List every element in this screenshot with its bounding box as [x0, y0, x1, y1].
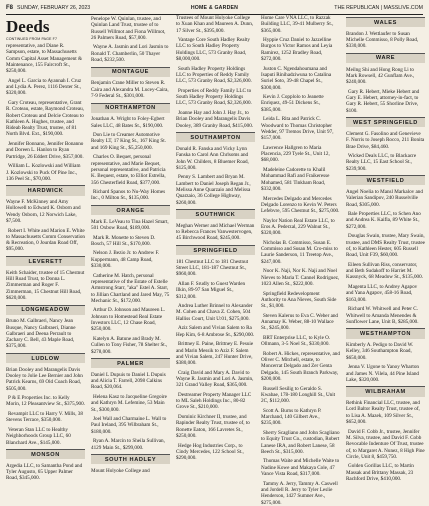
deed-entry: Douglas Swain, trustee, Mary Swain, trustee, and DMS Realty Trust, trustee of, to Kathleen Hester, 605 Russell Road, Unit F39, $60,000.: [346, 233, 425, 259]
town-heading: SOUTH HADLEY: [91, 454, 170, 464]
deed-entry: BRT Enterprise LLC, to Kyle O. Ollmann, 3-5 Noel St., $330,000.: [261, 334, 331, 348]
town-heading: WESTFIELD: [346, 175, 425, 185]
deed-entry: Katelyn A. Batune and Brady M. Cullen to Tony Fisher, 78 Shelter St., $278,000.: [91, 335, 168, 355]
deed-entry: Scott A. Burns to Kathryn P. Marchand, 140 Gilbert Ave., $235,000.: [261, 407, 322, 427]
deed-entry: Mercedes Delgado and Mercedes Delgado Lorenzo to Kevin W. Peters Lefebvre, 595 Chestnut St., $275,000.: [261, 195, 340, 215]
deed-entry: Brandon J. Wettlaufer to Susan Michelle Commisso, 8 Polly Road, $330,000.: [346, 30, 419, 50]
deed-entry: Home Care VNA LLC, to Razzak Building LLC, 39-41 Mulberry St., $365,000.: [261, 15, 334, 34]
deed-entry: Penelope W. Quinlan, trustee, and Quinlan Land Trust, trustee of to Russell Willmot and Fiona Willmot, 26 Palmers Road, $57,000.: [91, 16, 166, 41]
deed-entry: Joel Wall and Charmaine L. Wall to Paul Ireland, 395 Wilbraham St., $180,000.: [91, 416, 167, 435]
town-heading: LONGMEADOW: [6, 305, 85, 315]
deed-entry: representative, and Diane R. Sampson, estate, to Massachusetts Comm Capital Asset Management & Maintenance, 155 Faircroft St., $250,000.: [6, 43, 82, 75]
deed-entry: Properties of Reddy Family LLC to South Hadley Property Holdings LLC, 573 Granby Road, $2,326,000.: [176, 87, 252, 107]
deed-entry: Juston C. Ngendahoumana and Isaputi Rinihadziwuna to Catalina Suriel Soto, 39-48 Chapel St., $300,000.: [261, 65, 332, 91]
deed-entry: Hedge Hog Industries Corp., to Cindy Mercedes, 122 School St., $290,000.: [176, 442, 244, 462]
deed-entry: Mark E. LeVeau to Tina Hazel Smart, 501 Oxbow Road, $189,000.: [91, 218, 169, 231]
deed-entry: Brian Dooley and Marangelis Davis Dooley to Jolie Lee Bernier and John Patrick Kearns, 69 Old Coach Road, $505,000.: [6, 366, 83, 392]
deed-entry: Leida L. Rita and Patrick C. Woodward to Thomas Christopher Wedder, 97 Tremos Drive, Unit 97, $157,000.: [261, 116, 334, 142]
deed-entry: Angel L. Garcia to Ayannah I. Cruz and Lydia A. Perez, 1116 Dexter St., $320,000.: [6, 77, 82, 97]
column-1: [6, 43, 85, 482]
town-heading: ORANGE: [91, 205, 170, 215]
deed-entry: Jenna V. Ugone to Yanoy Wharton and James N. Vilela, 44 Pine Island Lake, $320,000.: [346, 364, 419, 383]
deed-entry: Don Lie to Creamer Automotive Realty LT, 17 King St., 167 King St. and 169 King St., $5,250,000.: [91, 132, 166, 151]
masthead: [6, 3, 423, 13]
deed-entry: Meghan Werner and Michael Werman to Rebecca Frances Vanwestervogen, 45 Birchwood Road, $245,000.: [176, 222, 255, 242]
deed-entry: Thomas Waite and Michelle Waite to Nadine Kowe and Makaya Cole, 47 Vance Vista Road, $317,000.: [261, 458, 340, 478]
deed-entry: Mark R. Monette to Steven D. Bosch, 57 Hill St., $170,000.: [91, 234, 156, 247]
deed-entry: Vantage Core South Hadley Realty LLC to South Hadley Property Holdings LLC, 573 Granby Road, $8,000,000.: [176, 37, 250, 63]
deed-entry: Madeleine Cadorette to Khalil Mohammad Rafi and Fraikeresse Mohamed, 581 Tinkham Road, $332,000.: [261, 167, 330, 192]
deed-entry: David F. Cobb Jr., trustee, Jennifer M. Silva, trustee, and David F. Cobb Revocable Indenture Of Trust, trustee of, to Margaret A. Nunez, 8 High Pine Circle, Unit 8, $459,750.: [346, 428, 425, 460]
deed-entry: Mount Holyoke College and: [91, 467, 150, 474]
town-heading: SOUTHWICK: [176, 209, 255, 219]
town-heading: WEST SPRINGFIELD: [346, 117, 425, 127]
section-name: HOME & GARDEN: [190, 5, 239, 11]
deed-entry: Joanne Hay and John J. Hay Jr., to Brian Dooley and Marangelis Davis Dooley, 389 Granby Road, $415,000.: [176, 110, 254, 129]
town-heading: SOUTHAMPTON: [176, 132, 255, 142]
town-heading: NORTHAMPTON: [91, 103, 170, 113]
deed-entry: Benjamin Crane Miller to Steven R. Caira and Alexandra M. Lucey-Caira, 7-9 Federal St., $301,000.: [91, 80, 169, 99]
deed-entry: Lawrence Hallgren to Maria Placencia, 229 Tyele St., Unit 12, $68,000.: [261, 144, 330, 164]
column-5: [346, 15, 425, 483]
deed-entry: Springfield Redevelopment Authority to Ana Nieves, South Side St., $1,000.: [261, 290, 337, 310]
deed-entry: Clement G. Fasolino and Genevieve F. Norris to Joseph Rocco, 211 Bonita Brae Drive, $84,460.: [346, 130, 425, 150]
deed-entry: Dominic Kirchner II, trustee, and Rapinder Realty Trust, trustee of, to Ronette Eaton, 166 Lavretes St., $250,000.: [176, 414, 250, 439]
column-3: [176, 15, 255, 462]
deed-entry: Destreamer Property Manager LLC to ML Saleh Holdings Inc., 80-82 Grove St., $210,000.: [176, 391, 252, 411]
deed-entry: Steven Kalerus to Eva C. Weber and Annamay K. Weber, 88-10 Wallace St., $245,000.: [261, 312, 339, 332]
town-heading: SPRINGFIELD: [176, 245, 255, 255]
deed-entry: Brittney E. Paine, Brittney E. Pesuie and Marin Messik to Aziz F. Salem and Vivian Salem, 247 Hunter Drive, $380,000.: [176, 341, 254, 367]
town-heading: LUDLOW: [6, 353, 85, 363]
deed-entry: P & E Properties Inc. to Kelly Morin, 12 Pleasantview St., $375,900.: [6, 395, 85, 408]
continued-note: CONTINUED FROM PAGE F7: [6, 37, 58, 41]
deed-entry: Kimberly A. Pedigo to David W. Kelley, 346 Southampton Road, $650,000.: [346, 342, 414, 361]
deed-entry: Wayne A. Jasmin and Lori Jasmin to Ronald T. Chamberlin, 50 Thayer Road, $232,500.: [91, 44, 169, 64]
town-heading: PALMER: [91, 358, 170, 368]
deed-entry: Eileen Sullivan Riss, conservator, and Beth Sudakoff to Harriet M. Kassnyck, 68 Meadow St., $135,000.: [346, 261, 423, 281]
column-2: [91, 16, 170, 474]
paper-name: THE REPUBLICAN | MASSLIVE.COM: [334, 5, 423, 11]
column-4: [261, 15, 340, 506]
deed-entry: Nicholas B. Commisso, Susan E. Commisso and Susan M. Cro-miss to Laurie Sanderson, 11 Treetop Ave., $247,000.: [261, 239, 338, 265]
deed-entry: South Hadley Property Holdings LLC to Properties of Reddy Family LLC, 573 Granby Road, $2,326,000.: [176, 65, 252, 85]
page-number: F8: [6, 5, 14, 11]
deed-entry: William L. Kozlowski and William J. Kozlowski to Puck Of Pine Inc., 136 Peel St., $70,000.: [6, 163, 81, 182]
deed-entry: Nelson J. Bezio Jr. to Andrew F. Kuppermann, 48 Camp Road, $330,000.: [91, 250, 160, 270]
deed-entry: Gary Croteau, representative, Grant R. Croteau, estate, Raymond Croteau, Robert Croteau and Delcie Croteau to Kathleen A. Hughes, trustee, and Rideab Realty Trust, trustee, of 81 North Blvd. Ext., $190,000.: [6, 99, 84, 138]
deed-entry: Robert A. Hickes, representative, and Oliver C. Mitchell, estate, to Moncerrat Delgado and Zer Genta Delgado, 145 South Branch Parkway, $200,000.: [261, 350, 340, 382]
deed-entry: Sherry Scagliano and John Scagliano to Equity Trust Co., custodian, Robert Lanese IRA, and Robert Lanese, 58 Beech St., $315,000.: [261, 429, 340, 455]
deed-entry: Meilng Shi and Hong Rong Li to Mark Rowsell, 42 Gunflam Ave., $240,000.: [346, 66, 415, 86]
deed-entry: Jonathan A. Wright to Foley-Egbert Sales LLC, 48 Bates St., $190,000.: [91, 116, 165, 129]
deed-entry: Magenta LLC, to Andrey Agapov and Yana Agapov, 458-16 Road, $163,000.: [346, 284, 418, 303]
deed-entry: Jennifer Bonnano, Jennifer Bonanno and Doreen L. Hanlon to Ryan Partridge, 26 Eddert Drive, $357,000.: [6, 141, 84, 160]
deed-entry: Russell Sesilig to Geraldo S. Kwabae, 178-180 Longhill St., Unit 2C, $112,000.: [261, 385, 336, 405]
town-heading: WILBRAHAM: [346, 386, 425, 396]
deed-entry: Charles O. Bequet, personal representative, and Marie Bequet, personal representative, and Patricia K. Bequest, estate, to Elliot Estrella, 356 Chesterfield Road, $377,000.: [91, 154, 166, 186]
deed-entry: Rethink Financial LLC, trustee, and Lord Baltor Realty Trust, trustee of, to Lisa A. Mazek, 109 Silver St., $652,000.: [346, 400, 420, 426]
deed-entry: Penny S. Lambert and Bryan M. Lambert to Daniel Joseph Regan Jr., Melissa Anne Quarzaio and Melissa Quarzaio, 36 College Highway, $260,000.: [176, 174, 251, 206]
town-heading: HARDWICK: [6, 185, 85, 195]
deed-entry: Keith Schaider, trustee of 15 Chestnut Hill Road Trust, to Donna L. Zimmerman and Roger F. Zimmerman, 15 Chestnut Hill Road, $620,000.: [6, 269, 85, 301]
deed-entry: Wicked Deals LLC, to Blackacre Realty LLC, 15 East School St., $239,900.: [346, 153, 417, 172]
deed-entry: Kevin J. Copplolo to Jeanette Enriquez, 49-51 Dickens St., $385,000.: [261, 94, 324, 113]
town-heading: LEVERETT: [6, 256, 85, 266]
deed-entry: Robert I. White and Marion E. White to Massachusetts Comm Conservation & Recreation, 0 Jourdan Road Off, $95,000.: [6, 227, 85, 253]
deed-entry: Golden Gorillas LLC, to Martin Massak and Brittany Massak, 23 Rachford Drive, $410,000.: [346, 463, 414, 483]
page-title: Deeds: [6, 17, 50, 36]
deed-entry: Ryan A. Marcin to Sheila Sullivan, 4129 Main St., $299,000.: [91, 438, 165, 451]
town-heading: WESTHAMPTON: [346, 328, 425, 338]
issue-date: SUNDAY, FEBRUARY 26, 2023: [17, 5, 91, 11]
town-heading: MONSON: [6, 449, 85, 459]
deed-entry: Catherine M. Hatch, personal representative of the Estate of Estelle Armstrong Starr, "aka" Estel A. Starr, to Jillian Chartland and Jared May, 75 Mechanic St., $172,000.: [91, 272, 170, 304]
deed-entry: Aziz Salem and Vivian Salem to Ra Hep Kim, 6-8 Ambrose St., $290,000.: [176, 325, 255, 338]
deed-entry: Angel Noelia to Mansl Markalov and Valerian Sandipov, 240 Russelville Road, $305,000.: [346, 188, 423, 208]
deed-entry: Veteran Stan LLC to Healthy Neighborhoods Group LLC, 60 Blanchard Ave., $145,000.: [6, 426, 71, 446]
deed-entry: Wayne F. McKinney and Amy Hollowell to Edward K. Osborn and Wendy Osborn, 12 Norwich Lake, $7,500.: [6, 199, 81, 224]
town-heading: WARE: [346, 53, 425, 63]
deed-entry: Andrea Luther Brinnel to Alexander M. Cohen and Chava Z. Cohen, 504 Halliss Court, Unit U:01, $275,000.: [176, 303, 253, 322]
deed-entry: Daniel L Dupuis to Daniel L Dupuis and Alicia T. Farrell, 2098 Calkins Road, $20,064.: [91, 371, 166, 391]
deed-entry: Richard Spanos to Nu-Way Homes Inc., 0 Milton St., $135,000.: [91, 189, 166, 202]
town-heading: WALES: [346, 17, 425, 27]
deed-entry: Hyppie Cruz Daniel to Jazzelline Burgos to Victor Ramos and Leyia Ramirez, 1252 Bradley Road, $272,000.: [261, 37, 333, 63]
deed-entry: Richard W. Whitwell and Peter C. Whitwell to Amanda Menendes & Sunflower Lane, Unit B, $285,000.: [346, 306, 419, 325]
deed-entry: Tammy A. Jerry, Tammy A. Caswell and Jordell R. Jerry to Tyler Leslie Henderson, 1427 Sumner Ave., $275,000.: [261, 480, 338, 506]
deed-entry: Noor K. Naji, Nor K. Naji and Noel Nieves to Maria T. Cannel Rodriguez, 1023 Allen St., $222,000.: [261, 268, 340, 287]
deed-entry: Bale Properties LLC, to Schen Ano and Andrea K. Kaifla, 89 White St., $272,000.: [346, 211, 421, 230]
deed-entry: 181 Chestnut LLC to 181 Chestnut Street LLC, 181-187 Chestnut St., $960,000.: [176, 258, 249, 278]
deed-entry: Trustees of Mount Holyoke College to Xuan Khan and Maureen A. Dunn, 17 Silver St., $395,000.: [176, 15, 254, 34]
deed-entry: Gary R. Hebert, Mieke Hebert and Gary E. Hebert, attorney-in-fact, to Gary R. Hebert, 55 Shorline Drive, $100.: [346, 88, 420, 114]
deed-entry: Arthur D. Johnson and Maureen L. Johnson to Homestead Real Estate Investors LLC, 12 Chase Road, $250,000.: [91, 307, 166, 333]
deed-entry: Allan F. Srudly to Guest Warden Ilkin, 89-97 San Miguel St., $312,000.: [176, 280, 246, 300]
deed-entry: Craig David and Mary A. David to Wayne R. Jasmin and Lori A. Jasmin, 321 Grand Valley Road, $365,000.: [176, 369, 254, 389]
deed-entry: Revampit LLC to Harry V. Mills, 38 Stevens Terrace, $350,000.: [6, 411, 83, 424]
deed-entry: Argedia LLC, to Samantha Pond and Tyler Augusto, 65 Upper Palmer Road, $345,000.: [6, 462, 83, 482]
deed-entry: Naylor Nation Real Estate LLC, to Eros A. Pederzal, 229 Walnut St., $320,000.: [261, 217, 335, 237]
deed-entry: Bruno M. Galbraeri, Nancy Jean Busque, Nancy Galbraeri, Dianne Galbraeri and Deena Perrault to Zachary C. Bell, 43 Maple Road, $375,000.: [6, 318, 76, 350]
deed-entry: Donald R. Fanska and Vicky Lynn Fanska to Carol Ann Chrlsoms and John W. Childers, 8 Bluemer Road, $125,000.: [176, 145, 249, 171]
deed-entry: Helena Kasz to Jacqueline Gregoire and Kathryn M. Lefemine, 53 Main St., $300,000.: [91, 393, 167, 413]
town-heading: MONTAGUE: [91, 67, 170, 77]
